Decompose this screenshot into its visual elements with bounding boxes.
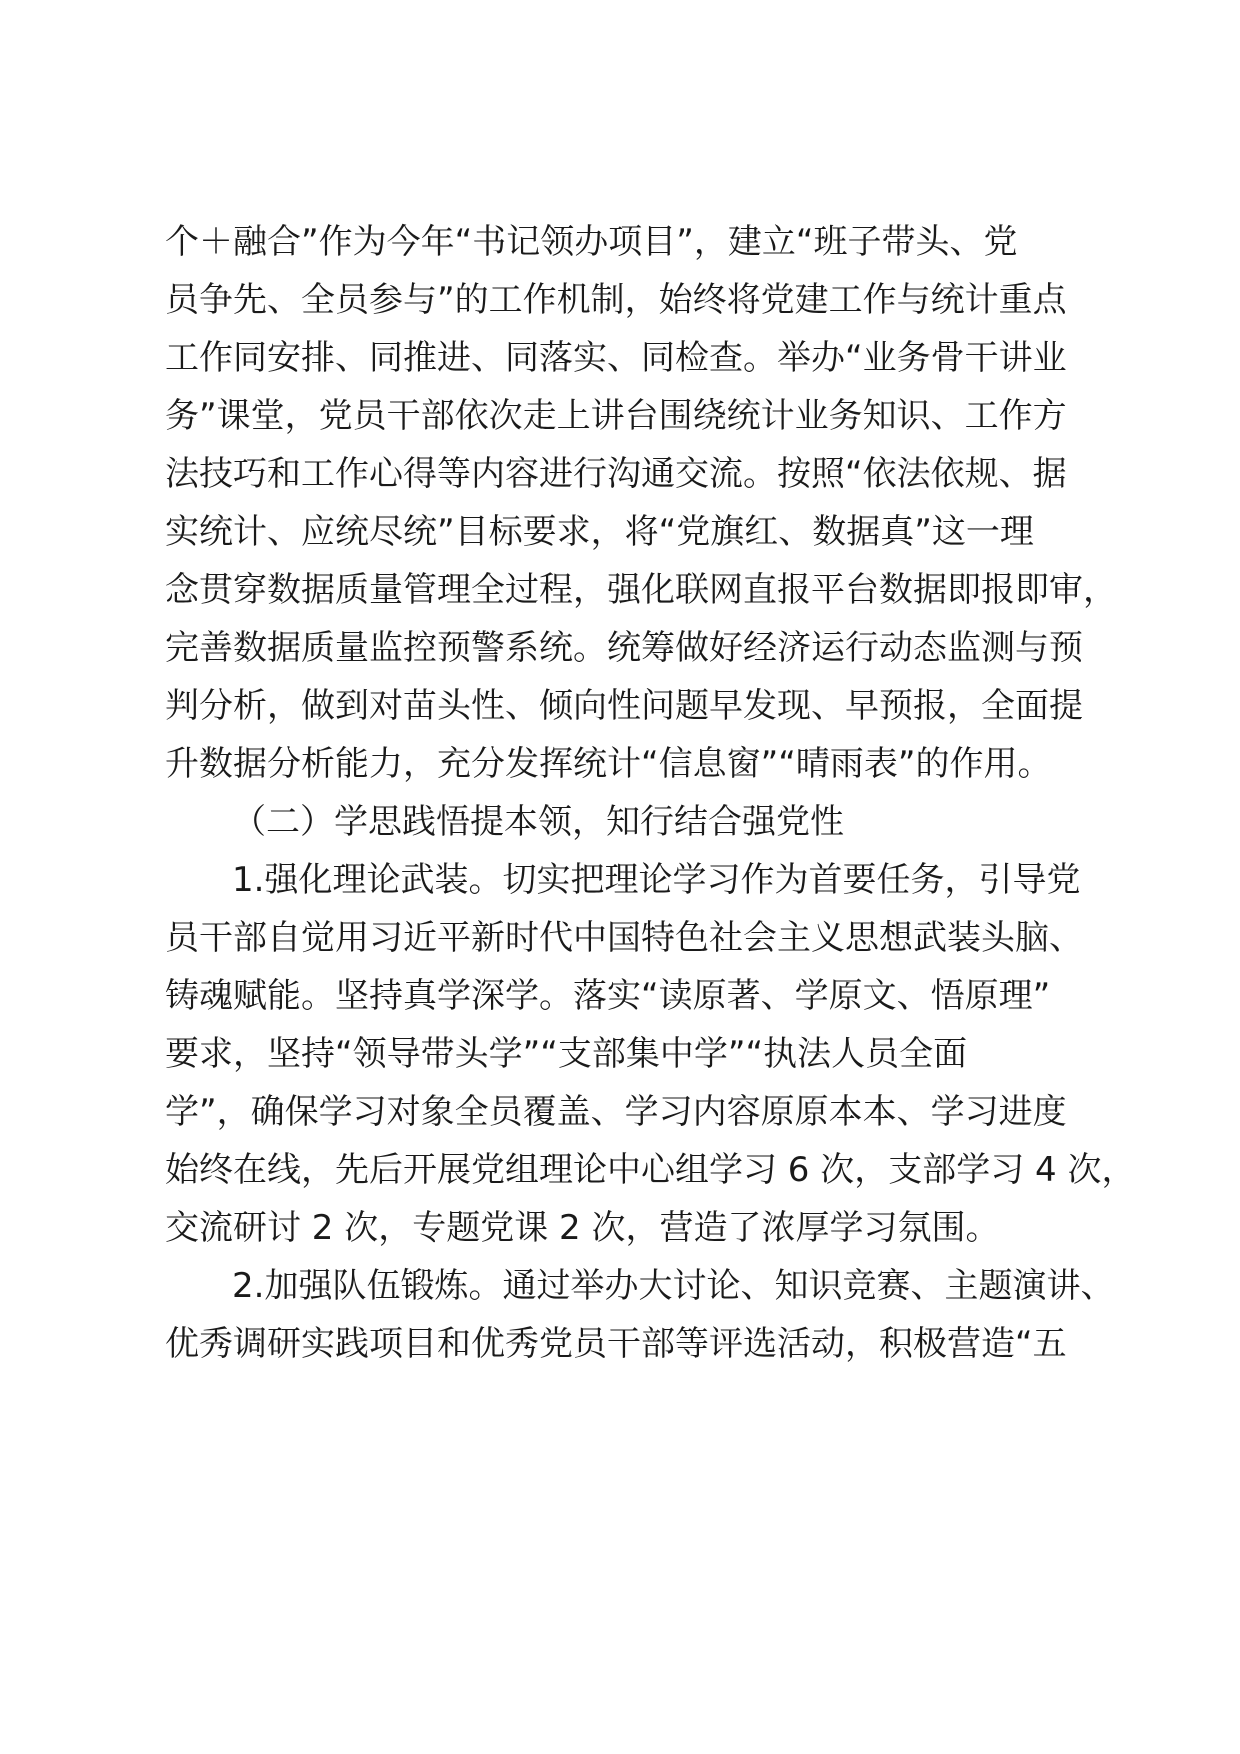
body-line: 优秀调研实践项目和优秀党员干部等评选活动，积极营造“五 xyxy=(165,1324,1067,1364)
body-line: 法技巧和工作心得等内容进行沟通交流。按照“依法依规、据 xyxy=(165,454,1067,494)
body-line: 始终在线，先后开展党组理论中心组学习 6 次，支部学习 4 次， xyxy=(165,1150,1136,1190)
body-line: 升数据分析能力，充分发挥统计“信息窗”“晴雨表”的作用。 xyxy=(165,744,1052,784)
section-heading: （二）学思践悟提本领，知行结合强党性 xyxy=(232,802,844,842)
body-line: 铸魂赋能。坚持真学深学。落实“读原著、学原文、悟原理” xyxy=(165,976,1051,1016)
paragraph-start-line: 1.强化理论武装。切实把理论学习作为首要任务，引导党 xyxy=(232,860,1081,900)
body-line: 实统计、应统尽统”目标要求，将“党旗红、数据真”这一理 xyxy=(165,512,1034,552)
body-line: 学”，确保学习对象全员覆盖、学习内容原原本本、学习进度 xyxy=(165,1092,1067,1132)
body-line: 交流研讨 2 次，专题党课 2 次，营造了浓厚学习氛围。 xyxy=(165,1208,1000,1248)
body-line: 务”课堂，党员干部依次走上讲台围绕统计业务知识、工作方 xyxy=(165,396,1067,436)
body-line: 完善数据质量监控预警系统。统筹做好经济运行动态监测与预 xyxy=(165,628,1083,668)
body-line: 员干部自觉用习近平新时代中国特色社会主义思想武装头脑、 xyxy=(165,918,1083,958)
body-line: 个＋融合”作为今年“书记领办项目”，建立“班子带头、党 xyxy=(165,222,1018,262)
body-line: 判分析，做到对苗头性、倾向性问题早发现、早预报，全面提 xyxy=(165,686,1083,726)
body-line: 员争先、全员参与”的工作机制，始终将党建工作与统计重点 xyxy=(165,280,1067,320)
body-line: 工作同安排、同推进、同落实、同检查。举办“业务骨干讲业 xyxy=(165,338,1067,378)
paragraph-start-line: 2.加强队伍锻炼。通过举办大讨论、知识竞赛、主题演讲、 xyxy=(232,1266,1115,1306)
body-line: 念贯穿数据质量管理全过程，强化联网直报平台数据即报即审， xyxy=(165,570,1117,610)
body-line: 要求，坚持“领导带头学”“支部集中学”“执法人员全面 xyxy=(165,1034,968,1074)
